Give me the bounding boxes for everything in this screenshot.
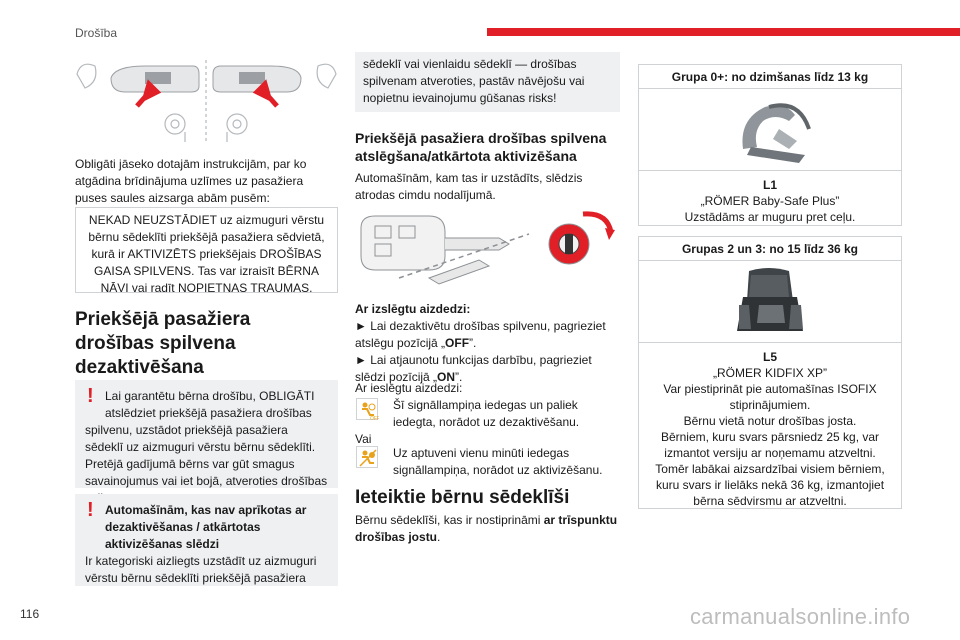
heading-line-1: Priekšējā pasažiera [75,309,251,330]
warning-box-2 [75,494,338,586]
boxed-warning [75,207,338,293]
recommended-seats-text [355,512,620,546]
rec-text-suffix: . [437,530,441,544]
deactivation-heading [75,308,338,380]
sun-visor-illustration [75,52,338,144]
seat-2-code: L5 [762,350,777,364]
seat-1-image-area [639,89,901,171]
airbag-on-icon [357,447,379,469]
warning-box-1 [75,380,338,488]
step-2-suffix: ”. [455,370,463,384]
step-deactivate [355,318,620,352]
booster-seat-image [639,261,901,343]
step-1-suffix: ”. [469,336,477,350]
or-text: Vai [355,432,372,446]
step-1-prefix: ► Lai dezaktivētu drošības spilvenu, pagrieziet atslēgu pozīcijā „ [355,319,606,350]
rec-text-prefix: Bērnu sēdeklīši, kas ir nostiprināmi [355,513,544,527]
seat-2-desc-4: Tomēr labākai aizsardzībai visiem bērniem, kuru svars ir lielāks nekā 36 kg, izmantojiet bērna sēdvirsmu ar atzveltni. [655,462,885,508]
seat-2-name: „RÖMER KIDFIX XP” [712,366,827,380]
seat-1-name: „RÖMER Baby-Safe Plus” [700,194,840,208]
airbag-off-lamp [356,398,378,420]
warning-2-body: Ir kategoriski aizliegts uzstādīt uz aizmuguri vērstu bērnu sēdeklīti priekšējā pasažiera [85,554,317,585]
svg-text:OFF: OFF [370,416,379,421]
seat-card-group-2-3 [638,236,902,509]
warning-1-first: Lai garantētu bērna drošību, OBLIGĀTI atslēdziet priekšējā pasažiera drošības [105,389,315,420]
heading-line-3: dezaktivēšana [75,357,204,378]
lamp-on-text: Uz aptuveni vienu minūti iedegas signāllampiņa, norādot uz aktivizēšanu. [393,446,603,477]
seat-1-code: L1 [762,178,777,192]
on-position: ON [437,370,456,384]
seat-1-title: Grupa 0+: no dzimšanas līdz 13 kg [639,65,901,89]
step-2-prefix: ► Lai atjaunotu funkcijas darbību, pagrieziet slēdzi pozīcijā „ [355,353,592,384]
watermark: carmanualsonline.info [690,604,911,629]
airbag-on-lamp [356,446,378,468]
seat-card-group-0 [638,64,902,226]
header-accent-bar [487,28,960,36]
seat-2-desc-3: Bērniem, kuru svars pārsniedz 25 kg, var izmantot versiju ar noņemamu atzveltni. [660,430,880,460]
key-switch-illustration [359,208,617,292]
warning-1-rest: spilvenu, uzstādot priekšējā pasažiera sēdeklī uz aizmuguri vērstu bērnu sēdeklīti. Pretējā gadījumā bērns var gūt smagus savainojumus vai iet bojā, atveroties drošības [85,423,328,488]
heading-line-2: drošības spilvena [75,333,236,354]
ignition-on-label: Ar ieslēgtu aizdedzi: [355,381,463,395]
ignition-off-label: Ar izslēgtu aizdedzi: [355,302,471,316]
warning-2-title: Automašīnām, kas nav aprīkotas ar dezaktivēšanas / atkārtotas aktivizēšanas slēdzi [105,503,307,551]
switch-location-text: Automašīnām, kam tas ir uzstādīts, slēdzis atrodas cimdu nodalījumā. [355,171,583,202]
intro-text: Obligāti jāseko dotajām instrukcijām, par ko atgādina brīdinājuma uzlīmes uz pasažiera puses saules aizsarga abām pusēm: [75,157,307,205]
seat-2-image-area [639,261,901,343]
exclamation-icon: ! [87,385,94,407]
rec-text-bold: ar trīspunktu drošības jostu [355,513,618,544]
airbag-off-icon [357,399,379,421]
section-title: Drošība [75,26,118,40]
off-position: OFF [445,336,470,350]
seat-2-desc-2: Bērnu vietā notur drošības josta. [683,414,857,428]
seat-1-desc: Uzstādāms ar muguru pret ceļu. [684,210,856,224]
continued-warning [355,52,620,112]
lamp-off-text: Šī signāllampiņa iedegas un paliek iedegta, norādot uz dezaktivēšanu. [393,398,580,429]
airbag-switch-heading: Priekšējā pasažiera drošības spilvena atslēgšana/atkārtota aktivizēšana [355,130,607,164]
continued-warning-text: sēdeklī vai vienlaidu sēdeklī — drošības spilvenam atveroties, pastāv nāvējošu vai nopietnu ievainojumu gūšanas risks! [363,57,585,105]
seat-2-desc-1: Var piestiprināt pie automašīnas ISOFIX stiprinājumiem. [663,382,877,412]
baby-carrier-image [639,89,901,171]
exclamation-icon: ! [87,499,94,521]
seat-2-title: Grupas 2 un 3: no 15 līdz 36 kg [639,237,901,261]
recommended-seats-heading: Ieteiktie bērnu sēdeklīši [355,487,570,508]
boxed-warning-text: NEKAD NEUZSTĀDIET uz aizmuguri vērstu bērnu sēdeklīti priekšējā pasažiera sēdvietā, kurā ir AKTIVIZĒTS priekšējais DROŠĪBAS GAISA SPILVENS. Tas var izraisīt BĒRNA NĀVI vai radīt NOPIETNAS TRAUMAS. [88,213,325,295]
page-number: 116 [20,607,40,621]
